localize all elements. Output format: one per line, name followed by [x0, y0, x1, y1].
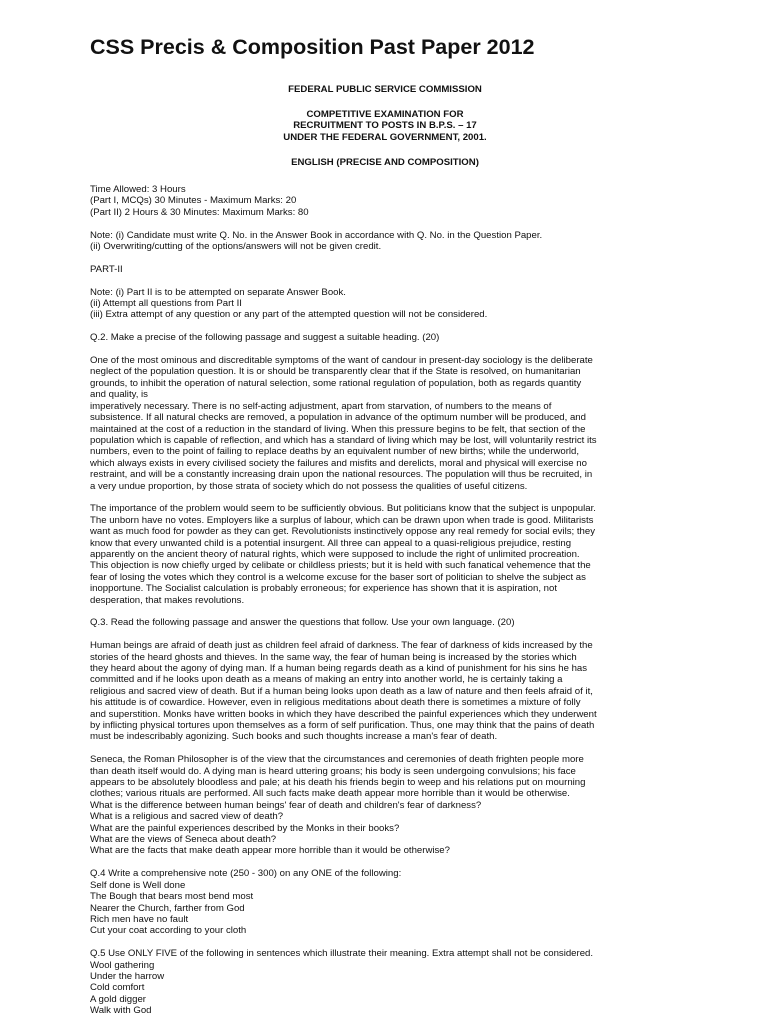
text-line: Q.4 Write a comprehensive note (250 - 300) on any ONE of the following:: [90, 868, 402, 880]
text-line: they heard about the agony of dying man. If a human being regards death as a kind of punishment for his sins he has: [90, 663, 588, 674]
subject-heading: ENGLISH (PRECISE AND COMPOSITION): [291, 157, 479, 169]
text-line: restraint, and will be a constantly increasing drain upon the national resources. The population will thus be recruited, in: [90, 469, 593, 481]
passage-paragraph-2: [90, 503, 680, 606]
time-allowed: [90, 184, 680, 218]
text-line: his attitude is of cowardice. However, even in religious meditations about death there is sometimes a mixture of folly: [90, 697, 581, 709]
question-line: What are the views of Seneca about death?: [90, 834, 277, 846]
exam-heading: [90, 109, 680, 143]
text-line: maintained at the cost of a reduction in the standard of living. When this pressure begins to be felt, that section of the: [90, 423, 586, 435]
text-line: Q.3. Read the following passage and answer the questions that follow. Use your own language. (20): [90, 617, 515, 629]
commission-heading: FEDERAL PUBLIC SERVICE COMMISSION: [288, 83, 482, 95]
text-line: apparently on the ancient theory of natural rights, which were supposed to include the right of unlimited procreation.: [90, 548, 580, 560]
exam-heading-line: UNDER THE FEDERAL GOVERNMENT, 2001.: [283, 131, 487, 143]
text-line: subsistence. If all natural checks are removed, a population in advance of the optimum number will be produced, and: [90, 412, 586, 424]
text-line: Seneca, the Roman Philosopher is of the view that the circumstances and ceremonies of death frighten people more: [90, 754, 584, 766]
list-item: Nearer the Church, farther from God: [90, 902, 245, 914]
text-line: One of the most ominous and discreditable symptoms of the want of candour in present-day sociology is the deliberate: [90, 355, 593, 367]
list-item: Rich men have no fault: [90, 913, 189, 925]
text-line: Time Allowed: 3 Hours: [90, 184, 186, 196]
text-line: Human beings are afraid of death just as children feel afraid of darkness. The fear of darkness of kids increased by the: [90, 640, 593, 652]
list-item: Wool gathering: [90, 959, 155, 971]
list-item: Under the harrow: [90, 970, 165, 982]
text-line: Q.5 Use ONLY FIVE of the following in sentences which illustrate their meaning. Extra attempt shall not be considered.: [90, 948, 594, 960]
text-line: appears to be absolutely bloodless and pale; at his death his friends begin to weep and his relations put on mourning: [90, 777, 586, 789]
text-line: (ii) Attempt all questions from Part II: [90, 298, 242, 310]
part-heading: [90, 264, 680, 275]
question-line: What are the painful experiences described by the Monks in their books?: [90, 822, 400, 834]
text-line: The importance of the problem would seem to be sufficiently obvious. But politicians know that the subject is unpopular.: [90, 503, 596, 515]
question-2: [90, 332, 680, 343]
list-item: Self done is Well done: [90, 879, 186, 891]
page-title: CSS Precis & Composition Past Paper 2012: [90, 35, 535, 59]
text-line: a very undue proportion, by those strata of society which do not possess the qualities of useful citizens.: [90, 480, 528, 492]
list-item: Walk with God: [90, 1005, 152, 1017]
text-line: must be indescribably agonizing. Such books and such thoughts increase a man's fear of death.: [90, 731, 498, 743]
text-line: than death itself would do. A dying man is heard uttering groans; his body is seen undergoing convulsions; his face: [90, 765, 576, 777]
text-line: want as much food for powder as they can get. Revolutionists instinctively oppose any real remedy for social evils; they: [90, 526, 595, 538]
text-line: inopportune. The Socialist calculation is probably erroneous; for experience has shown that it is aspiration, not: [90, 583, 557, 595]
question-line: What is the difference between human beings' fear of death and children's fear of darkness?: [90, 799, 482, 811]
text-line: and quality, is: [90, 389, 148, 401]
text-line: Note: (i) Part II is to be attempted on separate Answer Book.: [90, 286, 346, 298]
list-item: Cut your coat according to your cloth: [90, 925, 247, 937]
text-line: committed and if he looks upon death as a means of making an entry into another world, he is certainly taking a: [90, 674, 563, 686]
list-item: The Bough that bears most bend most: [90, 891, 254, 903]
passage-paragraph-4: [90, 754, 680, 857]
text-line: PART-II: [90, 263, 123, 275]
text-line: Q.2. Make a precise of the following passage and suggest a suitable heading. (20): [90, 332, 440, 344]
text-line: and superstition. Monks have written books in which they have described the painful experiences which they underwent: [90, 708, 597, 720]
text-line: (iii) Extra attempt of any question or any part of the attempted question will not be considered.: [90, 309, 488, 321]
text-line: know that every unwanted child is a potential insurgent. All three can appeal to a quasi-religious prejudice, resting: [90, 537, 572, 549]
text-line: Note: (i) Candidate must write Q. No. in the Answer Book in accordance with Q. No. in the Question Paper.: [90, 229, 543, 241]
text-line: (ii) Overwriting/cutting of the options/answers will not be given credit.: [90, 241, 382, 253]
text-line: population which is capable of reflection, and which has a standard of living which may be lost, will voluntarily restrict its: [90, 434, 597, 446]
exam-heading-line: RECRUITMENT TO POSTS IN B.P.S. – 17: [293, 120, 477, 132]
question-4: [90, 868, 680, 936]
text-line: neglect of the population question. It is or should be transparently clear that if the State is resolved, on humanitarian: [90, 366, 581, 378]
text-line: (Part II) 2 Hours & 30 Minutes: Maximum Marks: 80: [90, 206, 309, 218]
passage-paragraph-1: [90, 355, 680, 492]
note-part-two: [90, 287, 680, 321]
list-item: Cold comfort: [90, 982, 145, 994]
question-5: [90, 948, 680, 1016]
question-line: What are the facts that make death appear more horrible than it would be otherwise?: [90, 845, 450, 857]
text-line: grounds, to inhibit the operation of natural selection, some rational regulation of population, both as regards quantity: [90, 377, 582, 389]
text-line: religious and sacred view of death. But if a human being looks upon death as a law of nature and then feels afraid of it,: [90, 685, 593, 697]
text-line: fear of losing the votes which they control is a welcome excuse for the baser sort of politician to shelve the subject as: [90, 571, 586, 583]
text-line: stories of the heard ghosts and thieves. In the same way, the fear of human being is increased by the stories which: [90, 651, 577, 663]
text-line: which always exists in every civilised society the failures and misfits and derelicts, moral and physical will exercise no: [90, 457, 587, 469]
text-line: desperation, that makes revolutions.: [90, 594, 245, 606]
text-line: This objection is now chiefly urged by celibate or childless priests; but it is held with such fanatical vehemence that the: [90, 560, 591, 572]
text-line: clothes; various rituals are performed. All such facts make death appear more horrible than it would be otherwise.: [90, 788, 570, 800]
text-line: imperatively necessary. There is no self-acting adjustment, apart from starvation, of numbers to the means of: [90, 400, 552, 412]
text-line: by inflicting physical tortures upon themselves as a form of self purification. Thus, one may think that the pains of death: [90, 720, 595, 732]
note-part-one: [90, 230, 680, 253]
list-item: A gold digger: [90, 993, 147, 1005]
exam-heading-line: COMPETITIVE EXAMINATION FOR: [306, 109, 464, 121]
text-line: The unborn have no votes. Employers like a surplus of labour, which can be drawn upon when trade is good. Militarists: [90, 514, 594, 526]
passage-paragraph-3: [90, 640, 680, 743]
question-3: [90, 617, 680, 628]
question-line: What is a religious and sacred view of death?: [90, 811, 284, 823]
text-line: (Part I, MCQs) 30 Minutes - Maximum Marks: 20: [90, 195, 297, 207]
text-line: numbers, even to the point of failing to replace deaths by an equivalent number of new births; while the underworld,: [90, 446, 580, 458]
